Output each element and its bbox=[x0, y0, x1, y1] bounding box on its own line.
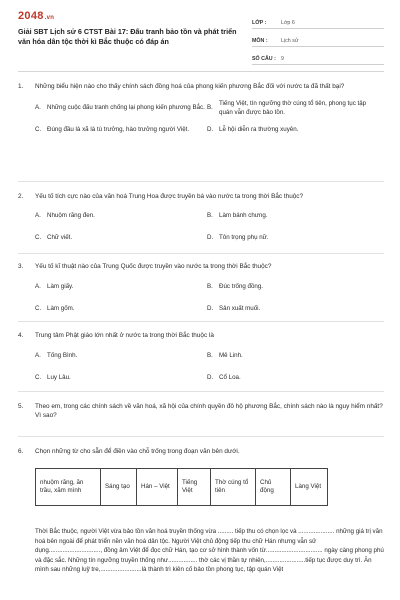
option-letter: D. bbox=[207, 233, 214, 241]
option-letter: B. bbox=[207, 104, 213, 112]
option-text: Tống Bình. bbox=[47, 352, 78, 359]
option-d[interactable] bbox=[207, 374, 379, 383]
table-row bbox=[36, 469, 328, 506]
question-text: Yếu tố tích cực nào của văn hoá Trung Hoa được truyền bá vào nước ta trong thời Bắc thuộc? bbox=[35, 193, 304, 200]
meta-key: SỐ CÂU : bbox=[252, 56, 276, 62]
option-d[interactable] bbox=[207, 305, 379, 314]
option-a[interactable] bbox=[35, 352, 207, 361]
option-d[interactable] bbox=[207, 234, 379, 243]
option-text: Đúng đầu là xã là tù trưởng, hào trưởng người Việt. bbox=[47, 126, 190, 133]
option-text: Làm bánh chưng. bbox=[219, 212, 268, 219]
question-number: 3. bbox=[18, 263, 24, 270]
question-text: Theo em, trong các chính sách về văn hoá, xã hội của chính quyền đô hộ phương Bắc, chính sách nào là nguy hiểm nhất? Vì sao? bbox=[35, 403, 383, 419]
logo-text: 2048 bbox=[18, 10, 44, 22]
option-text: Đúc trống đồng. bbox=[219, 283, 264, 290]
word-cell: Hán – Việt bbox=[137, 469, 178, 506]
option-c[interactable] bbox=[35, 374, 207, 383]
question-divider bbox=[18, 436, 384, 437]
option-d[interactable] bbox=[207, 126, 379, 135]
option-b[interactable] bbox=[207, 100, 379, 117]
option-a[interactable] bbox=[35, 212, 207, 221]
logo-suffix: .vn bbox=[44, 15, 55, 21]
question-3 bbox=[18, 262, 384, 313]
question-divider bbox=[18, 321, 384, 322]
word-cell: Chủ động bbox=[256, 469, 291, 506]
option-text: Những cuộc đấu tranh chống lại phong kiến phương Bắc. bbox=[47, 104, 205, 112]
question-text: Chọn những từ cho sẵn để điền vào chỗ trống trong đoạn văn bên dưới. bbox=[35, 448, 240, 455]
option-text: Làm giấy. bbox=[47, 283, 74, 290]
option-letter: B. bbox=[207, 212, 213, 219]
header-divider bbox=[18, 71, 384, 72]
option-text: Chữ viết. bbox=[47, 233, 73, 241]
option-c[interactable] bbox=[35, 234, 207, 243]
question-text: Yếu tố kĩ thuật nào của Trung Quốc được truyền vào nước ta trong thời Bắc thuộc? bbox=[35, 263, 272, 270]
option-letter: C. bbox=[35, 233, 42, 241]
meta-value: Lịch sử bbox=[281, 38, 299, 44]
option-letter: A. bbox=[35, 352, 41, 359]
question-number: 6. bbox=[18, 448, 24, 455]
option-b[interactable] bbox=[207, 352, 379, 361]
question-number: 5. bbox=[18, 403, 24, 410]
question-5 bbox=[18, 402, 384, 420]
option-letter: C. bbox=[35, 373, 42, 381]
word-cell: nhuộm răng, ăn trầu, xăm mình bbox=[36, 469, 101, 506]
option-text: Cổ Loa. bbox=[219, 373, 241, 381]
option-letter: C. bbox=[35, 304, 42, 312]
option-letter: C. bbox=[35, 126, 42, 133]
option-c[interactable] bbox=[35, 126, 207, 135]
option-text: Sản xuất muối. bbox=[219, 304, 261, 312]
meta-value: Lớp 6 bbox=[281, 20, 295, 26]
question-4 bbox=[18, 331, 384, 382]
option-text: Tôn trọng phụ nữ. bbox=[219, 233, 269, 241]
option-text: Làm gốm. bbox=[47, 304, 75, 312]
question-text: Những biểu hiện nào cho thấy chính sách đồng hoá của phong kiến phương Bắc đối với nước ta đã thất bại? bbox=[35, 83, 345, 90]
document-meta bbox=[252, 14, 384, 68]
meta-value: 9 bbox=[281, 56, 284, 62]
site-logo[interactable] bbox=[18, 10, 54, 22]
option-a[interactable] bbox=[35, 100, 207, 117]
option-letter: D. bbox=[207, 304, 214, 312]
word-cell: Sáng tạo bbox=[101, 469, 137, 506]
question-divider bbox=[18, 391, 384, 392]
option-b[interactable] bbox=[207, 212, 379, 221]
meta-key: MÔN : bbox=[252, 38, 268, 44]
document-title: Giải SBT Lịch sử 6 CTST Bài 17: Đấu tranh bảo tồn và phát triển văn hóa dân tộc thời kì Bắc thuộc có đáp án bbox=[18, 27, 237, 46]
word-cell: Thờ cúng tổ tiên bbox=[211, 469, 256, 506]
meta-row-count bbox=[252, 50, 384, 65]
option-text: Luy Lâu. bbox=[47, 373, 71, 381]
question-divider bbox=[18, 253, 384, 254]
meta-key: LỚP : bbox=[252, 20, 267, 26]
meta-row-subject bbox=[252, 32, 384, 47]
question-2 bbox=[18, 192, 384, 242]
option-text: Nhuộm răng đen. bbox=[47, 212, 95, 219]
option-b[interactable] bbox=[207, 283, 379, 292]
question-number: 1. bbox=[18, 83, 24, 90]
option-letter: D. bbox=[207, 373, 214, 381]
meta-row-grade bbox=[252, 14, 384, 29]
option-text: Tiếng Việt, tín ngưỡng thờ cúng tổ tiên, phong tục tập quán vẫn được bảo tồn. bbox=[219, 100, 367, 116]
fill-in-passage: Thời Bắc thuộc, người Việt vừa bảo tồn văn hoá truyền thống vừa ......... tiếp thu có chọn lọc và ..................... những giá trị văn hoá bên ngoài để phát triển nền văn hoá dân tộc. Người Việt chủ động tiếp thu chữ Hán nhưng vẫn sử dụng.............................., đồng âm Việt để đọc chữ Hán, tạo cơ sở hình thành vốn từ................................. ngày càng phong phú và đặc sắc. Những tín ngưỡng truyền thống như................. thờ các vị thần tự nhiên,.......................tiếp tục được duy trì. Ăn mình sau những luỹ tre,........................là thành trì kiên cố bảo tồn phong tục, tập quán Việt bbox=[35, 528, 384, 574]
question-text: Trung tâm Phật giáo lớn nhất ở nước ta trong thời Bắc thuộc là bbox=[35, 332, 214, 339]
option-text: Lễ hội diễn ra thường xuyên. bbox=[219, 126, 299, 133]
word-cell: Làng Việt bbox=[291, 469, 328, 506]
option-letter: B. bbox=[207, 352, 213, 359]
word-bank-table bbox=[35, 468, 328, 506]
question-1 bbox=[18, 82, 384, 135]
option-letter: D. bbox=[207, 126, 214, 133]
question-divider bbox=[18, 181, 384, 182]
option-letter: A. bbox=[35, 283, 41, 290]
option-letter: A. bbox=[35, 104, 41, 112]
question-number: 4. bbox=[18, 332, 24, 339]
option-text: Mê Linh. bbox=[219, 352, 243, 359]
question-6 bbox=[18, 447, 384, 456]
option-letter: B. bbox=[207, 283, 213, 290]
option-letter: A. bbox=[35, 212, 41, 219]
option-c[interactable] bbox=[35, 305, 207, 314]
option-a[interactable] bbox=[35, 283, 207, 292]
word-cell: Tiếng Việt bbox=[178, 469, 211, 506]
question-number: 2. bbox=[18, 193, 24, 200]
